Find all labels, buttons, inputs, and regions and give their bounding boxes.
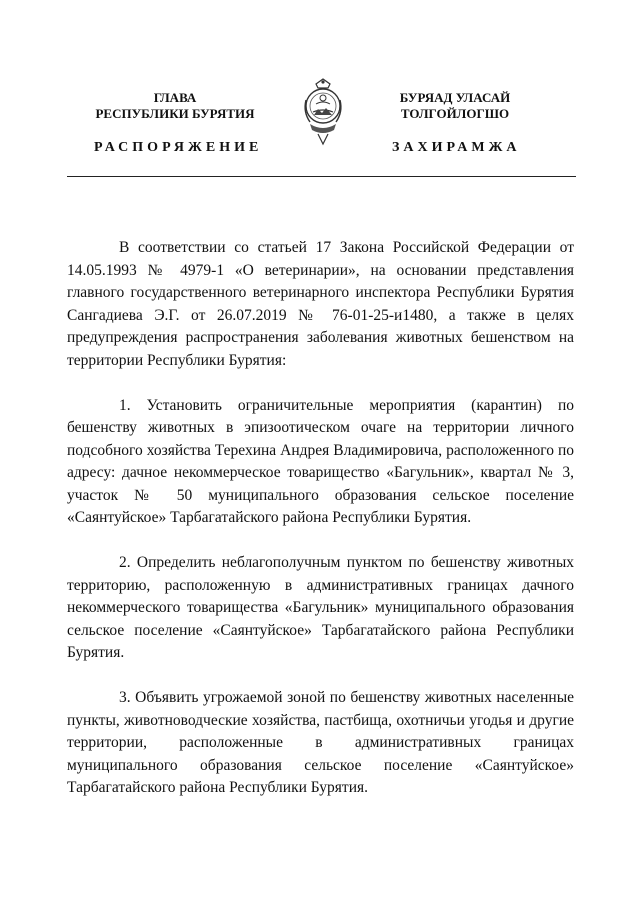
header-divider	[67, 176, 576, 177]
header-right-line1: БУРЯАД УЛАСАЙ	[399, 90, 511, 105]
document-body	[67, 237, 574, 822]
header-left-line1: ГЛАВА	[153, 90, 197, 105]
header-right-line2: ТОЛГОЙЛОГШО	[400, 106, 510, 121]
document-type-russian: РАСПОРЯЖЕНИЕ	[94, 140, 263, 155]
document-type-buryat: ЗАХИРАМЖА	[392, 140, 521, 155]
item-3-paragraph: 3. Объявить угрожаемой зоной по бешенству животных населенные пункты, животноводческие хозяйства, пастбища, охотничьи угодья и другие территории, расположенные в административных границах муниципального образования сельское поселение «Саянтуйское» Тарбагатайского района Республики Бурятия.	[67, 689, 574, 796]
header-left-line2: РЕСПУБЛИКИ БУРЯТИЯ	[95, 106, 255, 121]
header-left	[80, 90, 270, 122]
coat-of-arms-icon	[298, 78, 348, 148]
item-2-paragraph: 2. Определить неблагополучным пунктом по бешенству животных территорию, расположенную в административных границах дачного некоммерческого товарищества «Багульник» муниципального образования сельское поселение «Саянтуйское» Тарбагатайского района Республики Бурятия.	[67, 554, 574, 661]
preamble-paragraph: В соответствии со статьей 17 Закона Российской Федерации от 14.05.1993 № 4979-1 «О ветеринарии», на основании представления главного государственного ветеринарного инспектора Республики Бурятия Сангадиева Э.Г. от 26.07.2019 № 76-01-25-и1480, а также в целях предупреждения распространения заболевания животных бешенством на территории Республики Бурятия:	[67, 239, 574, 369]
item-1-paragraph: 1. Установить ограничительные мероприятия (карантин) по бешенству животных в эпизоотическом очаге на территории личного подсобного хозяйства Терехина Андрея Владимировича, расположенного по адресу: дачное некоммерческое товарищество «Багульник», квартал № 3, участок № 50 муниципального образования сельское поселение «Саянтуйское» Тарбагатайского района Республики Бурятия.	[67, 396, 574, 526]
header-right	[370, 90, 540, 122]
